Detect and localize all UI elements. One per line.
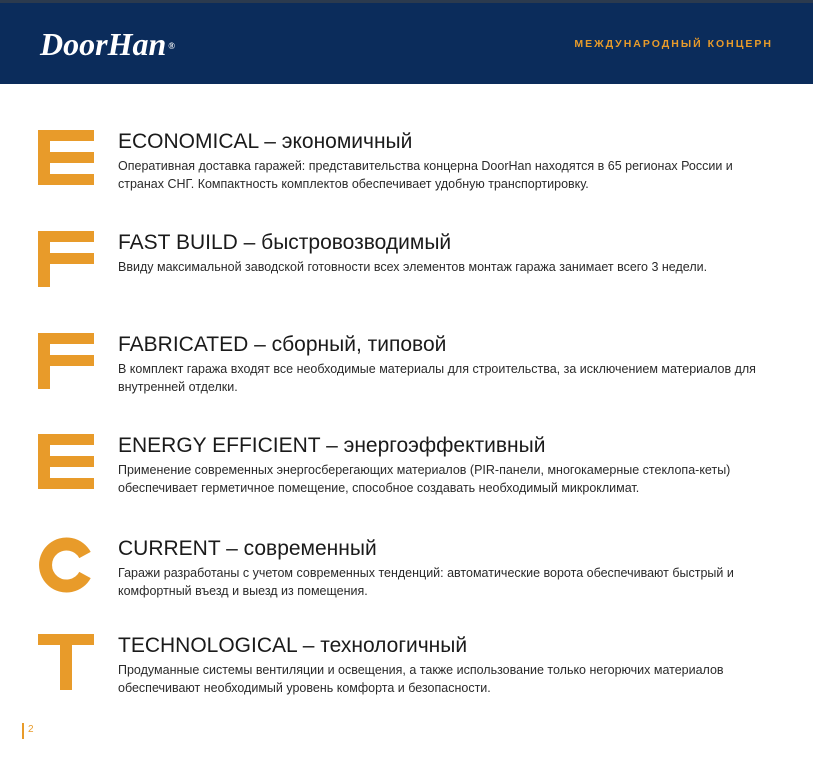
header-tagline: МЕЖДУНАРОДНЫЙ КОНЦЕРН	[574, 38, 773, 50]
feature-description: Продуманные системы вентиляции и освещения, а также использование только негорючих материалов обеспечивают необходимый уровень комфорта и безопасности.	[118, 663, 724, 695]
feature-title: TECHNOLOGICAL – технологичный	[118, 634, 468, 657]
footer-accent-bar	[22, 723, 24, 739]
feature-description: Применение современных энергосберегающих материалов (PIR-панели, многокамерные стеклопа-кеты) обеспечивает герметичное помещение, способное создавать необходимый микроклимат.	[118, 463, 731, 495]
header-top-line	[0, 0, 813, 3]
letter-e-icon	[38, 130, 94, 186]
doorhan-logo	[40, 26, 175, 62]
feature-title: CURRENT – современный	[118, 537, 377, 560]
registered-mark: ®	[168, 41, 175, 51]
header-bar	[0, 0, 813, 84]
feature-title: ECONOMICAL – экономичный	[118, 130, 413, 153]
feature-description: В комплект гаража входят все необходимые материалы для строительства, за исключением материалов для внутренней отделки.	[118, 362, 756, 394]
logo-text: DoorHan	[40, 26, 167, 62]
letter-f-icon	[38, 333, 94, 389]
feature-title: ENERGY EFFICIENT – энергоэффективный	[118, 434, 546, 457]
letter-f-icon	[38, 231, 94, 287]
feature-description: Ввиду максимальной заводской готовности всех элементов монтаж гаража занимает всего 3 недели.	[118, 260, 708, 274]
feature-description: Оперативная доставка гаражей: представительства концерна DoorHan находятся в 65 регионах России и странах СНГ. Компактность комплектов обеспечивает удобную транспортировку.	[118, 159, 733, 191]
letter-c-icon	[38, 537, 94, 593]
letter-e-icon	[38, 434, 94, 490]
feature-title: FAST BUILD – быстровозводимый	[118, 231, 452, 254]
letter-t-icon	[38, 634, 94, 690]
feature-title: FABRICATED – сборный, типовой	[118, 333, 447, 356]
page-number: 2	[28, 724, 34, 735]
feature-description: Гаражи разработаны с учетом современных тенденций: автоматические ворота обеспечивают быстрый и комфортный въезд и выезд из помещения.	[118, 566, 734, 598]
